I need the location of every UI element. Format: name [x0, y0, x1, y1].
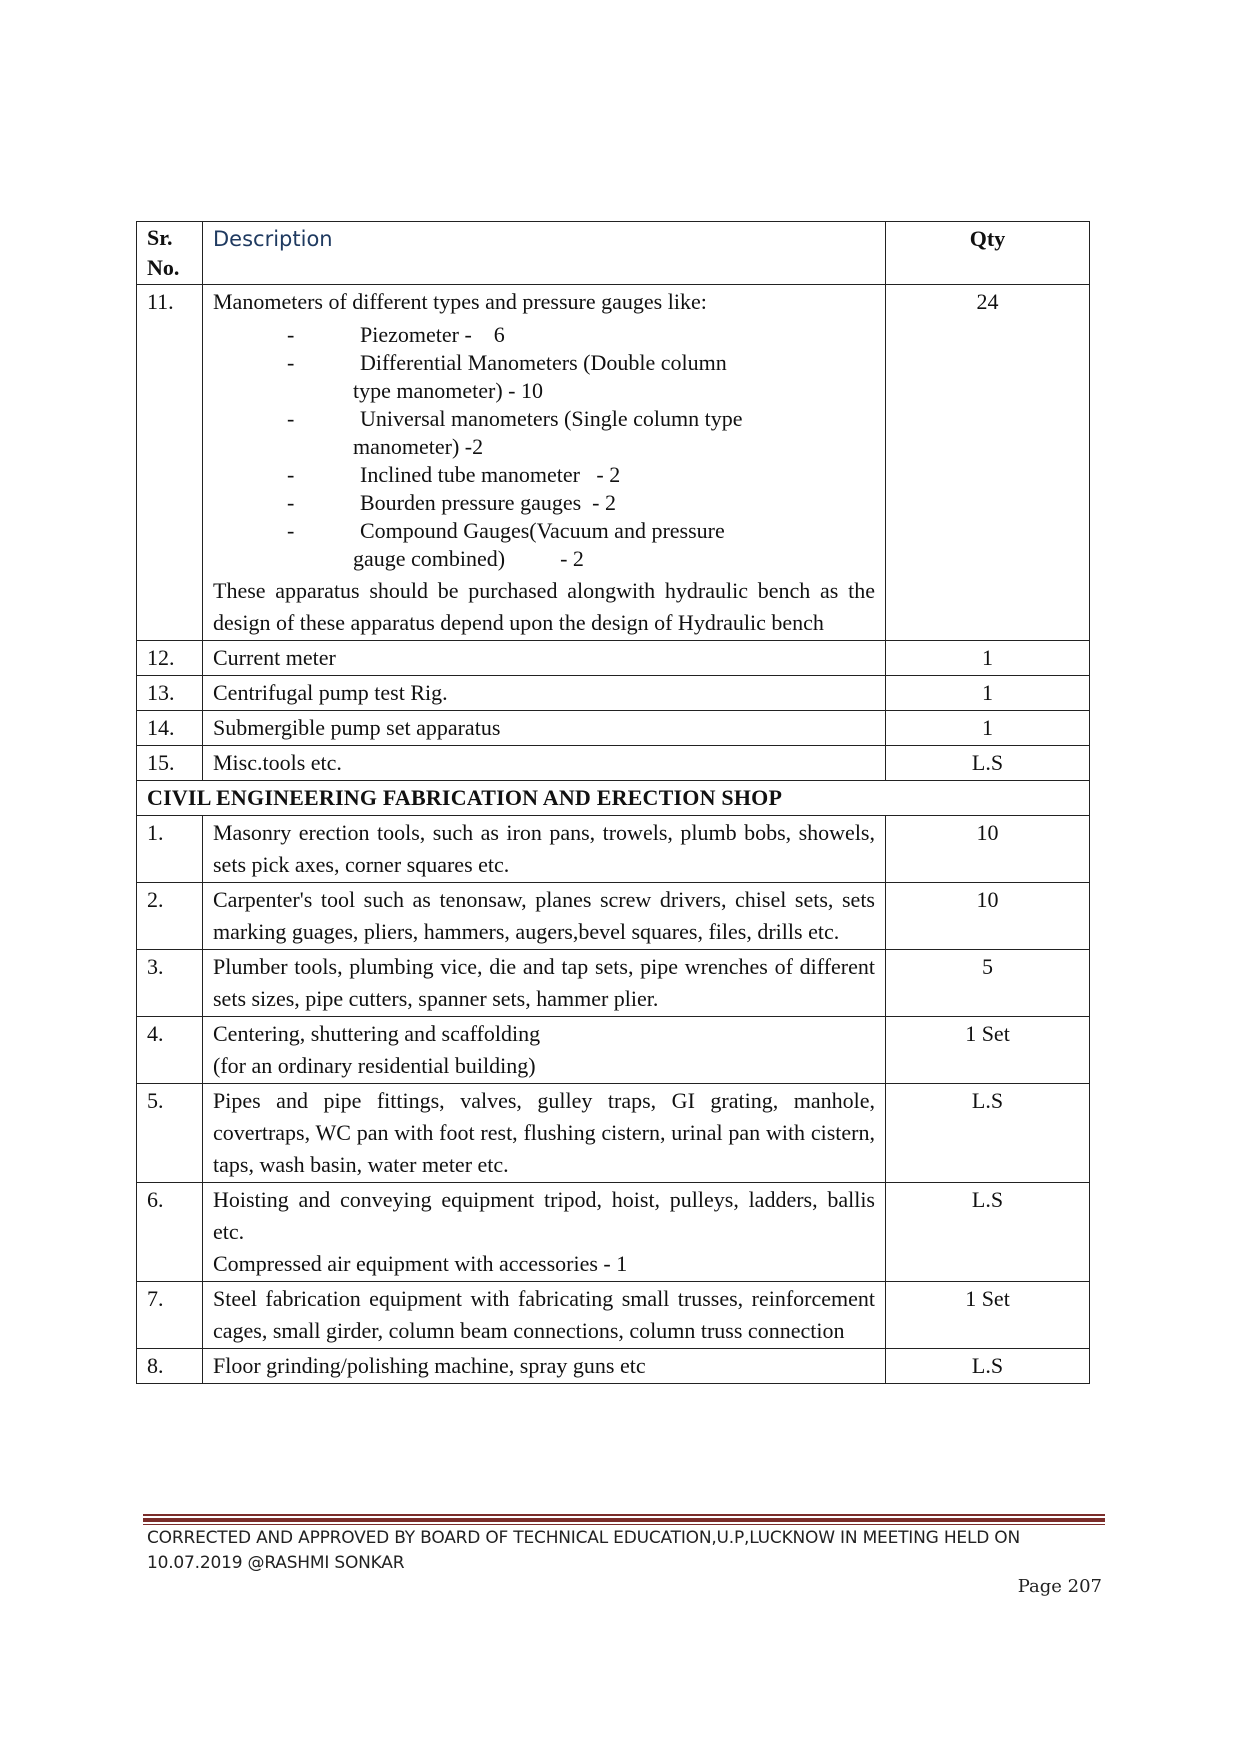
- cell-qty: L.S: [886, 1084, 1090, 1183]
- section-heading-row: [137, 781, 1090, 816]
- table-row: [137, 641, 1090, 676]
- cell-sr-no: 6.: [137, 1183, 203, 1282]
- cell-qty: 1 Set: [886, 1017, 1090, 1084]
- cell-sr-no: 12.: [137, 641, 203, 676]
- list-item: [213, 405, 875, 461]
- cell-description: [203, 746, 886, 781]
- cell-qty: 5: [886, 950, 1090, 1017]
- description-text: Manometers of different types and pressure gauges like:: [213, 289, 707, 314]
- description-text: Hoisting and conveying equipment tripod, hoist, pulleys, ladders, ballis etc. Compressed air equipment with accessories - 1: [213, 1187, 875, 1276]
- description-text: Submergible pump set apparatus: [213, 715, 501, 740]
- cell-sr-no: 1.: [137, 816, 203, 883]
- sub-item-continuation: manometer) -2: [353, 434, 484, 459]
- sub-item-text: Compound Gauges(Vacuum and pressure: [360, 518, 725, 543]
- table-row: [137, 950, 1090, 1017]
- footer-rule-top: [143, 1514, 1105, 1516]
- table-row: [137, 816, 1090, 883]
- description-text: Current meter: [213, 645, 336, 670]
- description-note: These apparatus should be purchased alongwith hydraulic bench as the design of these apparatus depend upon the design of Hydraulic bench: [213, 578, 875, 635]
- cell-description: [203, 1349, 886, 1384]
- list-item: [213, 349, 875, 405]
- sub-item-continuation: gauge combined) - 2: [353, 546, 584, 571]
- cell-description: [203, 883, 886, 950]
- table-row: [137, 676, 1090, 711]
- cell-sr-no: 4.: [137, 1017, 203, 1084]
- cell-qty: L.S: [886, 1349, 1090, 1384]
- header-description: Description: [203, 222, 886, 285]
- description-text: Centrifugal pump test Rig.: [213, 680, 448, 705]
- cell-description: [203, 950, 886, 1017]
- description-text: Steel fabrication equipment with fabricating small trusses, reinforcement cages, small girder, column beam connections, column truss connection: [213, 1286, 875, 1343]
- cell-sr-no: 2.: [137, 883, 203, 950]
- cell-sr-no: 5.: [137, 1084, 203, 1183]
- cell-sr-no: 13.: [137, 676, 203, 711]
- description-text: Plumber tools, plumbing vice, die and tap sets, pipe wrenches of different sets sizes, pipe cutters, spanner sets, hammer plier.: [213, 954, 875, 1011]
- table-row: [137, 711, 1090, 746]
- cell-description: [203, 1017, 886, 1084]
- header-sr-no: [137, 222, 203, 285]
- footer-rule-bottom: [143, 1524, 1105, 1525]
- sub-item-list: [213, 321, 875, 573]
- cell-qty: 10: [886, 816, 1090, 883]
- cell-qty: 24: [886, 285, 1090, 641]
- list-item: [213, 489, 875, 517]
- cell-description: [203, 816, 886, 883]
- dash-bullet: -: [287, 518, 295, 543]
- table-row: [137, 285, 1090, 641]
- cell-qty: 1 Set: [886, 1282, 1090, 1349]
- dash-bullet: -: [287, 406, 295, 431]
- page-number: Page 207: [1017, 1576, 1102, 1597]
- dash-bullet: -: [287, 490, 295, 515]
- table-row: [137, 746, 1090, 781]
- sub-item-text: Inclined tube manometer - 2: [360, 462, 621, 487]
- description-text: Masonry erection tools, such as iron pans, trowels, plumb bobs, showels, sets pick axes, corner squares etc.: [213, 820, 875, 877]
- section-heading: CIVIL ENGINEERING FABRICATION AND ERECTION SHOP: [137, 781, 1090, 816]
- cell-sr-no: 14.: [137, 711, 203, 746]
- cell-qty: 1: [886, 641, 1090, 676]
- description-text: Misc.tools etc.: [213, 750, 342, 775]
- footer-approval-note: CORRECTED AND APPROVED BY BOARD OF TECHNICAL EDUCATION,U.P,LUCKNOW IN MEETING HELD ON 10.07.2019 @RASHMI SONKAR: [147, 1528, 1021, 1573]
- cell-qty: L.S: [886, 746, 1090, 781]
- cell-sr-no: 8.: [137, 1349, 203, 1384]
- footer-rule-middle: [143, 1518, 1105, 1522]
- description-text: Pipes and pipe fittings, valves, gulley traps, GI grating, manhole, covertraps, WC pan with foot rest, flushing cistern, urinal pan with cistern, taps, wash basin, water meter etc.: [213, 1088, 875, 1177]
- sub-item-text: Piezometer - 6: [360, 322, 505, 347]
- table-body: [137, 285, 1090, 1384]
- header-sr-no-label: Sr. No.: [147, 225, 180, 280]
- cell-qty: 1: [886, 711, 1090, 746]
- cell-sr-no: 11.: [137, 285, 203, 641]
- cell-sr-no: 15.: [137, 746, 203, 781]
- cell-description: [203, 711, 886, 746]
- header-qty: Qty: [886, 222, 1090, 285]
- cell-description: [203, 1282, 886, 1349]
- cell-qty: 10: [886, 883, 1090, 950]
- table-row: [137, 1349, 1090, 1384]
- table-row: [137, 1282, 1090, 1349]
- list-item: [213, 321, 875, 349]
- sub-item-text: Universal manometers (Single column type: [360, 406, 743, 431]
- description-text: Floor grinding/polishing machine, spray guns etc: [213, 1353, 646, 1378]
- table-row: [137, 1017, 1090, 1084]
- dash-bullet: -: [287, 350, 295, 375]
- list-item: [213, 517, 875, 573]
- cell-description: [203, 676, 886, 711]
- table-row: [137, 1183, 1090, 1282]
- dash-bullet: -: [287, 322, 295, 347]
- cell-description: [203, 1183, 886, 1282]
- list-item: [213, 461, 875, 489]
- cell-sr-no: 3.: [137, 950, 203, 1017]
- table-row: [137, 1084, 1090, 1183]
- cell-description: [203, 1084, 886, 1183]
- dash-bullet: -: [287, 462, 295, 487]
- sub-item-text: Differential Manometers (Double column: [360, 350, 727, 375]
- description-text: Centering, shuttering and scaffolding (for an ordinary residential building): [213, 1021, 541, 1078]
- table-row: [137, 883, 1090, 950]
- cell-description: [203, 641, 886, 676]
- cell-qty: L.S: [886, 1183, 1090, 1282]
- equipment-table: [136, 221, 1090, 1384]
- sub-item-text: Bourden pressure gauges - 2: [360, 490, 616, 515]
- cell-description: [203, 285, 886, 641]
- table-header-row: [137, 222, 1090, 285]
- description-text: Carpenter's tool such as tenonsaw, planes screw drivers, chisel sets, sets marking guages, pliers, hammers, augers,bevel squares, files, drills etc.: [213, 887, 875, 944]
- cell-sr-no: 7.: [137, 1282, 203, 1349]
- cell-qty: 1: [886, 676, 1090, 711]
- sub-item-continuation: type manometer) - 10: [353, 378, 543, 403]
